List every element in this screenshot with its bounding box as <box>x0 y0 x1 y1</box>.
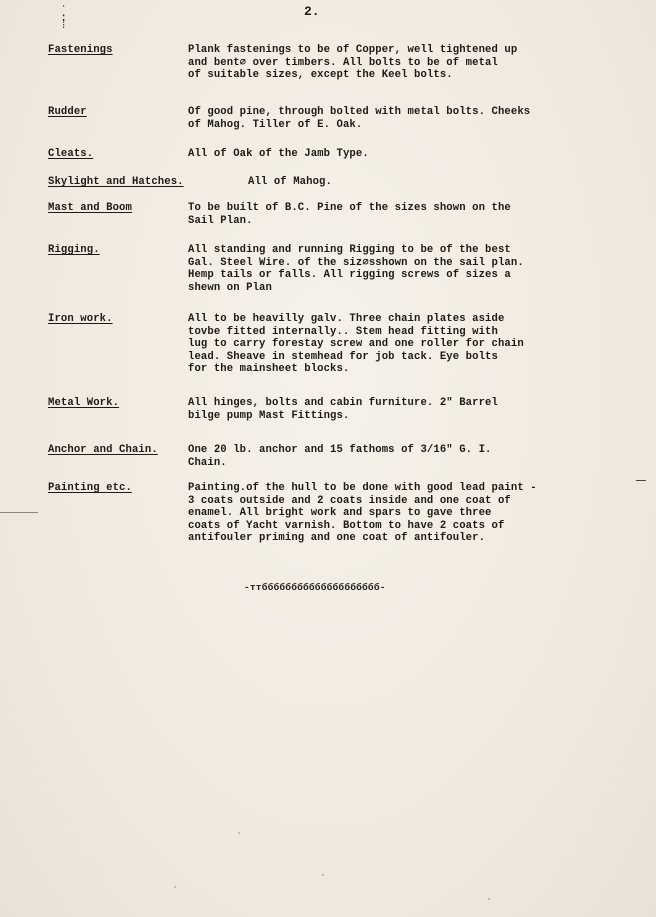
section-label: Painting etc. <box>48 482 132 494</box>
paper-speck <box>174 886 176 888</box>
section-label: Cleats. <box>48 148 94 160</box>
section-text: Plank fastenings to be of Copper, well tightened up and bent∅ over timbers. All bolts to be of metal of suitable sizes, except the Keel bolts. <box>188 44 518 82</box>
margin-rule <box>0 512 38 513</box>
section-label: Rudder <box>48 106 87 118</box>
section-label: Rigging. <box>48 244 100 256</box>
section-label: Mast and Boom <box>48 202 132 214</box>
section-label: Anchor and Chain. <box>48 444 158 456</box>
section-text: Of good pine, through bolted with metal bolts. Cheeks of Mahog. Tiller of E. Oak. <box>188 106 531 131</box>
section-text: All standing and running Rigging to be of the best Gal. Steel Wire. of the siz∅sshown on the sail plan. Hemp tails or falls. All rigging screws of sizes a shewn on Plan <box>188 244 524 294</box>
section-text: Painting.of the hull to be done with good lead paint - 3 coats outside and 2 coats inside and one coat of enamel. All bright work and spars to gave three coats of Yacht varnish. Bottom to have 2 coats of antifouler priming and one coat of antifouler. <box>188 482 537 545</box>
margin-mark-glyphs: ˙ : ⁞ <box>60 4 68 32</box>
page-number: 2. <box>304 4 320 19</box>
section-label: Metal Work. <box>48 397 120 409</box>
paper-speck <box>238 832 240 834</box>
section-label: Iron work. <box>48 313 113 325</box>
end-rule: -ттбббббббббббббббббббб- <box>244 582 386 593</box>
section-text: All of Mahog. <box>248 176 332 188</box>
section-text: To be built of B.C. Pine of the sizes shown on the Sail Plan. <box>188 202 511 227</box>
paper-speck <box>322 874 324 876</box>
paper-speck <box>488 898 490 900</box>
section-label: Fastenings <box>48 44 113 56</box>
section-label: Skylight and Hatches. <box>48 176 184 188</box>
section-text: All to be heavilly galv. Three chain plates aside tovbe fitted internally.. Stem head fitting with lug to carry forestay screw and one roller for chain lead. Sheave in stemhead for job tack. Eye bolts for the mainsheet blocks. <box>188 313 524 376</box>
section-text: One 20 lb. anchor and 15 fathoms of 3/16" G. I. Chain. <box>188 444 492 469</box>
margin-dash <box>636 480 646 481</box>
section-text: All hinges, bolts and cabin furniture. 2" Barrel bilge pump Mast Fittings. <box>188 397 498 422</box>
section-text: All of Oak of the Jamb Type. <box>188 148 369 160</box>
margin-marks <box>60 4 68 32</box>
